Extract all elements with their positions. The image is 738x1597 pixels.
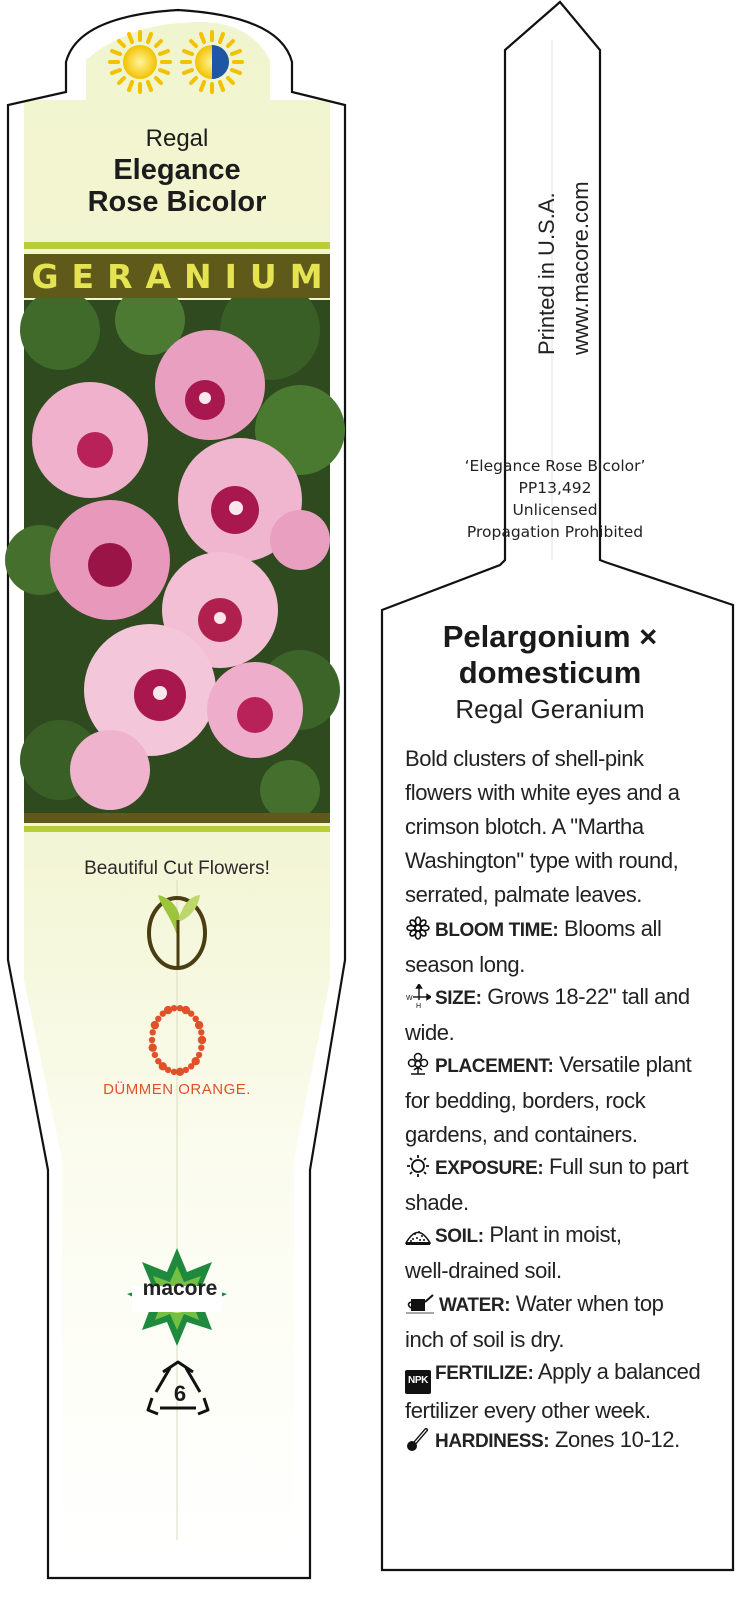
plant-type-title: GERANIUM [31,256,336,296]
placement-label: PLACEMENT: [435,1056,554,1077]
soil-mound-icon [405,1222,431,1246]
watering-can-icon [405,1291,435,1315]
description-line: crimson blotch. A "Martha [405,814,644,839]
legal-patent: PP13,492 [518,479,592,497]
hardiness-label: HARDINESS: [435,1431,550,1452]
flower-icon [405,916,431,940]
care-water [405,1287,710,1357]
recycle-number: 6 [173,1381,187,1406]
exposure-label: EXPOSURE: [435,1158,544,1179]
plant-cluster-icon [405,1052,431,1076]
water-text: Water when top [510,1291,664,1316]
ring-dot [188,1063,194,1069]
sun-outline-icon [405,1154,431,1178]
care-soil [405,1218,710,1288]
description-line: flowers with white eyes and a [405,780,680,805]
soil-text: Plant in moist, [483,1222,622,1247]
care-size [405,980,710,1050]
green-rule-top [24,242,330,249]
npk-badge-text: NPK [408,1375,428,1386]
bloom-time-label: BLOOM TIME: [435,920,559,941]
ring-dot [171,1005,177,1011]
latin-name-line1: Pelargonium × [442,619,658,654]
plant-type-band [24,254,336,298]
printed-in-usa: Printed in U.S.A. [534,192,559,355]
ring-dot [198,1036,206,1044]
common-name: Regal Geranium [455,694,645,724]
ring-dot [193,1016,199,1022]
fertilize-text: Apply a balanced [533,1359,701,1384]
size-w-letter: W [406,995,413,1002]
care-placement [405,1048,710,1152]
legal-unlicensed: Unlicensed [512,501,598,519]
soil-label: SOIL: [435,1226,484,1247]
ring-dot [188,1011,194,1017]
ring-dot [196,1052,202,1058]
placement-text-3: gardens, and containers. [405,1122,638,1147]
ring-dot [152,1052,158,1058]
care-exposure [405,1150,710,1220]
placement-text: Versatile plant [553,1052,692,1077]
size-label: SIZE: [435,988,482,1009]
bloom-time-text: Blooms all [558,916,662,941]
ring-dot [155,1058,161,1064]
exposure-text: Full sun to part [543,1154,689,1179]
care-fertilize [405,1355,710,1428]
size-h-letter: H [416,1003,421,1008]
placement-text-2: for bedding, borders, rock [405,1088,646,1113]
ring-dot [198,1029,204,1035]
soil-text-2: well-drained soil. [405,1258,562,1283]
ring-dot [198,1045,204,1051]
hardiness-text: Zones 10-12. [549,1427,680,1452]
thermometer-icon [405,1427,431,1451]
care-hardiness [405,1423,710,1459]
ring-dot [155,1016,161,1022]
legal-cultivar: ‘Elegance Rose Bicolor’ [464,457,646,475]
ring-dot [150,1029,156,1035]
brand-name: DÜMMEN ORANGE. [103,1081,251,1098]
tagline: Beautiful Cut Flowers! [84,858,270,879]
cultivar-line-rose-bicolor: Rose Bicolor [87,186,267,218]
exposure-text-2: shade. [405,1190,469,1215]
npk-badge-icon [405,1370,431,1394]
bloom-time-text-2: season long. [405,952,525,977]
fertilize-text-2: fertilizer every other week. [405,1398,651,1423]
cultivar-line-elegance: Elegance [113,154,241,186]
flower-photo [5,280,345,820]
ring-dot [171,1069,177,1075]
photo-bottom-band [24,813,330,823]
ring-dot [149,1044,157,1052]
size-text: Grows 18-22" tall and [481,984,690,1009]
website: www.macore.com [568,181,593,355]
fertilize-label: FERTILIZE: [435,1363,534,1384]
ring-dot [149,1037,155,1043]
ring-dot [151,1021,159,1029]
water-text-2: inch of soil is dry. [405,1327,565,1352]
cultivar-line-regal: Regal [145,125,209,152]
description-line: Bold clusters of shell-pink [405,746,644,771]
part-sun-icon [182,32,242,92]
description-line: Washington" type with round, [405,848,679,873]
green-rule-bottom [24,826,330,832]
description-line: serrated, palmate leaves. [405,882,643,907]
water-label: WATER: [439,1295,511,1316]
size-text-2: wide. [405,1020,455,1045]
printed-vertical-text [530,181,598,355]
ring-dot [195,1021,203,1029]
description [405,742,710,912]
care-bloom-time [405,912,710,982]
maker-logo-text: macore [142,1277,218,1300]
legal-propagation: Propagation Prohibited [466,523,644,541]
full-sun-icon [110,32,170,92]
latin-name-line2: domesticum [458,655,642,690]
size-arrows-icon [405,984,431,1008]
